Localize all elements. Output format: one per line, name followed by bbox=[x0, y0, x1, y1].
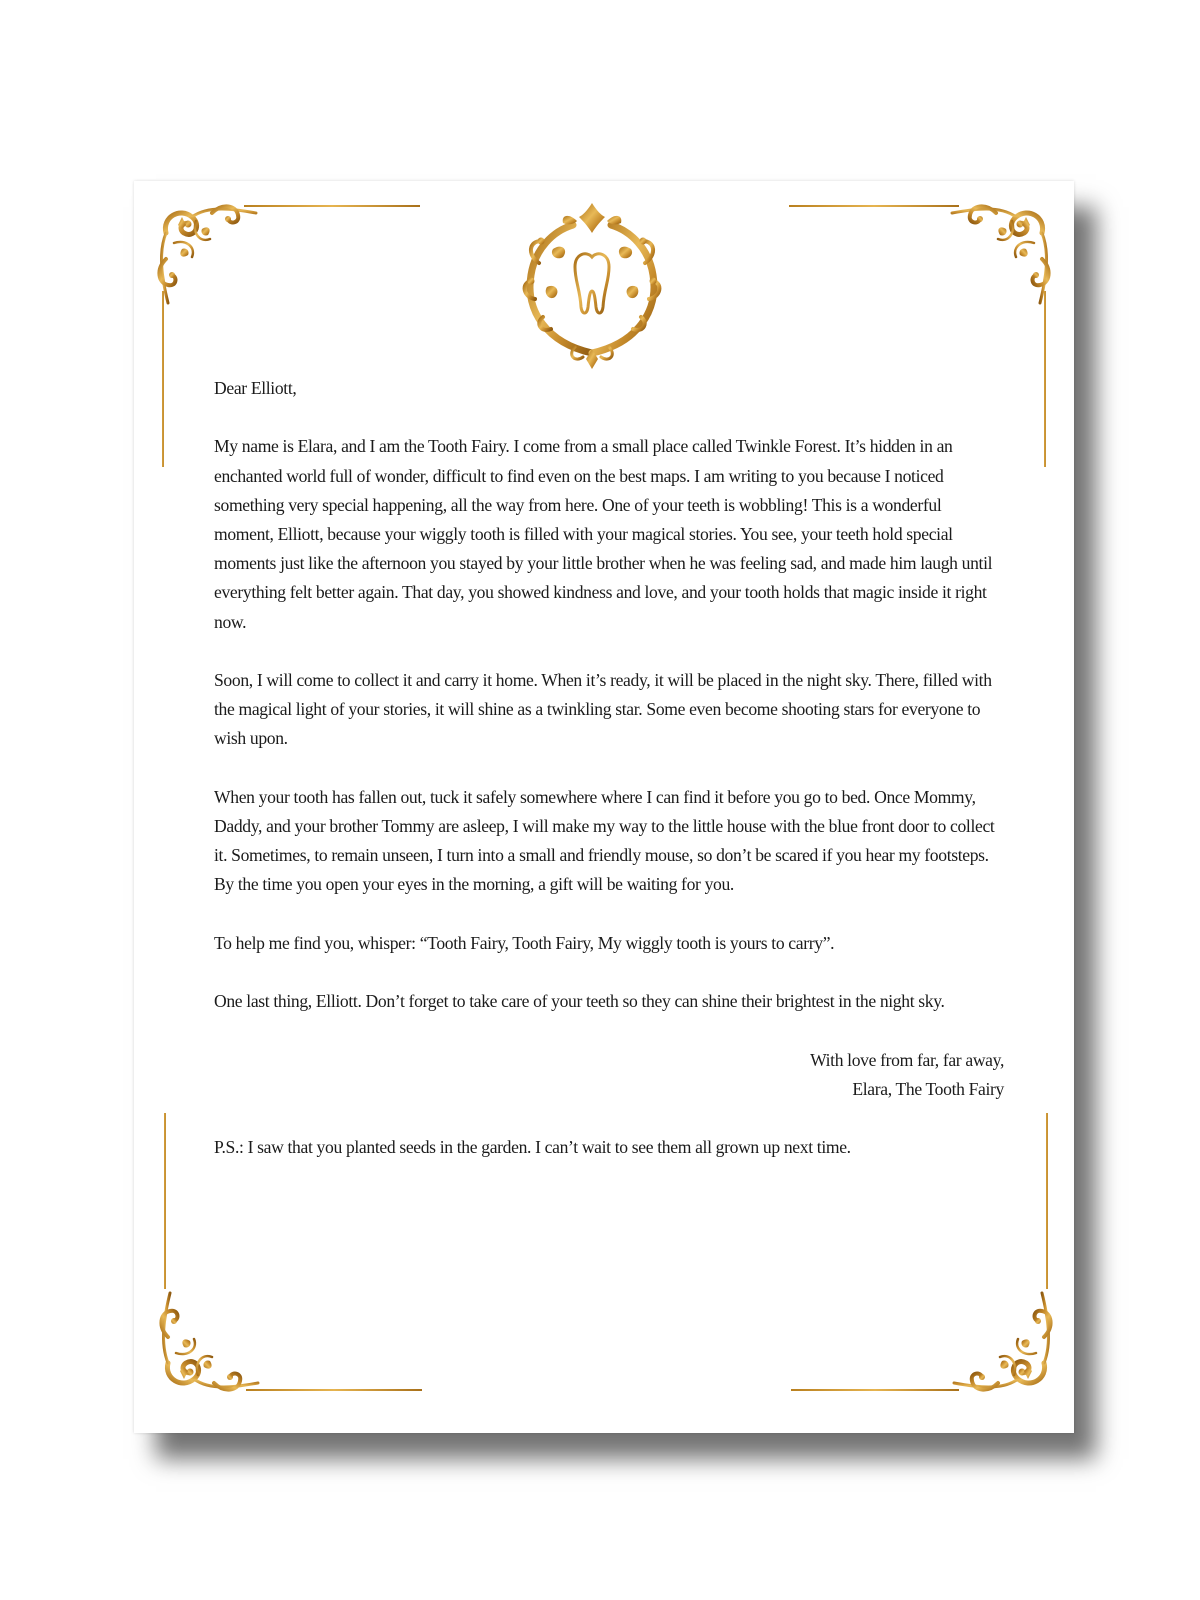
paragraph: My name is Elara, and I am the Tooth Fairy. I come from a small place called Twinkle Forest. It’s hidden in an enchanted world full of wonder, difficult to find even on the best maps. I am writing to you because I noticed something very special happening, all the way from here. One of your teeth is wobbling! This is a wonderful moment, Elliott, because your wiggly tooth is filled with your magical stories. You see, your teeth hold special moments just like the afternoon you stayed by your little brother when he was feeling sad, and made him laugh until everything felt better again. That day, you showed kindness and love, and your tooth holds that magic inside it right now. bbox=[214, 436, 993, 632]
letter-body bbox=[214, 374, 1004, 1192]
flourish-corner-icon bbox=[936, 199, 1056, 319]
frame-line-left-bottom bbox=[164, 1113, 166, 1289]
paragraph: One last thing, Elliott. Don’t forget to take care of your teeth so they can shine their brightest in the night sky. bbox=[214, 991, 945, 1012]
frame-line-right-bottom bbox=[1046, 1113, 1048, 1289]
flourish-corner-icon bbox=[938, 1277, 1058, 1397]
signature-line: Elara, The Tooth Fairy bbox=[852, 1078, 1004, 1099]
frame-line-top-right bbox=[789, 205, 959, 207]
tooth-crest-icon bbox=[517, 203, 667, 369]
flourish-corner-icon bbox=[154, 1277, 274, 1397]
postscript: P.S.: I saw that you planted seeds in the garden. I can’t wait to see them all grown up next time. bbox=[214, 1137, 851, 1158]
paragraph: Soon, I will come to collect it and carry it home. When it’s ready, it will be placed in the night sky. There, filled with the magical light of your stories, it will shine as a twinkling star. Some even become shooting stars for everyone to wish upon. bbox=[214, 670, 992, 749]
paragraph: To help me find you, whisper: “Tooth Fairy, Tooth Fairy, My wiggly tooth is yours to carry”. bbox=[214, 932, 835, 953]
greeting: Dear Elliott, bbox=[214, 378, 297, 398]
closing-block bbox=[214, 1046, 1004, 1104]
flourish-corner-icon bbox=[152, 199, 272, 319]
letter-page bbox=[134, 181, 1074, 1433]
frame-line-bottom-right bbox=[791, 1389, 959, 1391]
closing-line: With love from far, far away, bbox=[810, 1049, 1004, 1070]
paragraph: When your tooth has fallen out, tuck it safely somewhere where I can find it before you go to bed. Once Mommy, Daddy, and your brother Tommy are asleep, I will make my way to the little house with the blue front door to collect it. Sometimes, to remain unseen, I turn into a small and friendly mouse, so don’t be scared if you hear my footsteps. By the time you open your eyes in the morning, a gift will be waiting for you. bbox=[214, 786, 995, 895]
